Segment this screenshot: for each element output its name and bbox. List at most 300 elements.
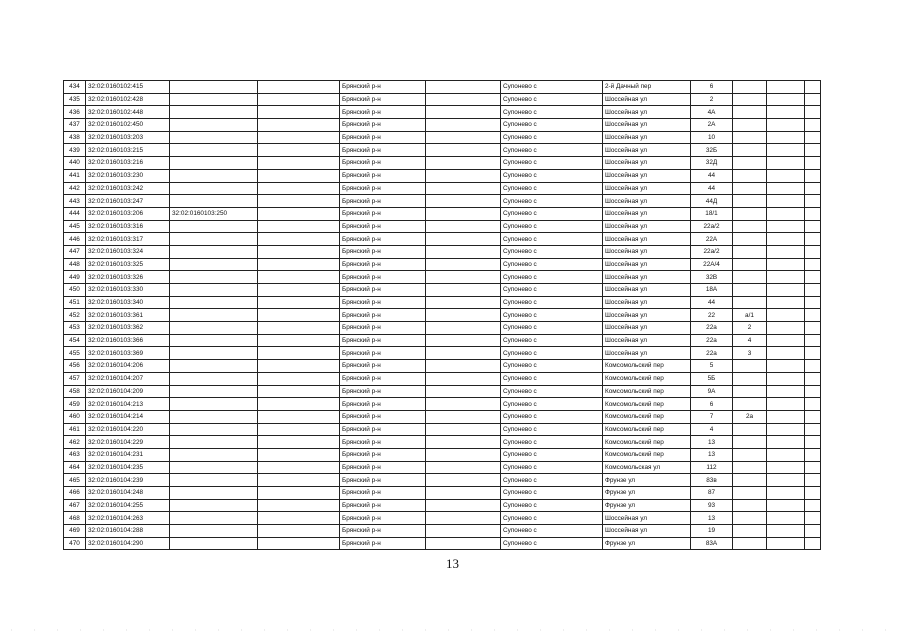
extra-cell <box>767 487 805 500</box>
tail-cell <box>805 334 821 347</box>
tail-cell <box>805 360 821 373</box>
district: Брянский р-н <box>340 537 426 550</box>
street: Шоссейная ул <box>603 271 691 284</box>
locality: Супонево с <box>501 195 603 208</box>
cadastral-number-2 <box>170 309 258 322</box>
empty-cell <box>426 93 501 106</box>
cadastral-number-2 <box>170 106 258 119</box>
locality: Супонево с <box>501 537 603 550</box>
empty-cell <box>258 81 340 94</box>
house-number: 32В <box>691 271 733 284</box>
district: Брянский р-н <box>340 245 426 258</box>
empty-cell <box>258 461 340 474</box>
empty-cell <box>426 385 501 398</box>
cadastral-number: 32:02:0160102:415 <box>86 81 170 94</box>
district: Брянский р-н <box>340 474 426 487</box>
table-row <box>64 309 821 322</box>
street: Шоссейная ул <box>603 296 691 309</box>
empty-cell <box>258 512 340 525</box>
cadastral-number: 32:02:0160103:215 <box>86 144 170 157</box>
building-part <box>733 296 767 309</box>
tail-cell <box>805 385 821 398</box>
tail-cell <box>805 537 821 550</box>
street: Шоссейная ул <box>603 157 691 170</box>
building-part <box>733 537 767 550</box>
cadastral-number: 32:02:0160103:203 <box>86 131 170 144</box>
empty-cell <box>426 436 501 449</box>
extra-cell <box>767 195 805 208</box>
extra-cell <box>767 81 805 94</box>
empty-cell <box>426 461 501 474</box>
row-number: 451 <box>64 296 86 309</box>
cadastral-number: 32:02:0160104:220 <box>86 423 170 436</box>
extra-cell <box>767 461 805 474</box>
building-part <box>733 499 767 512</box>
building-part <box>733 448 767 461</box>
cadastral-number-2 <box>170 169 258 182</box>
cadastral-number: 32:02:0160103:324 <box>86 245 170 258</box>
tail-cell <box>805 436 821 449</box>
street: Шоссейная ул <box>603 334 691 347</box>
tail-cell <box>805 284 821 297</box>
district: Брянский р-н <box>340 512 426 525</box>
table-row <box>64 448 821 461</box>
house-number: 22А/4 <box>691 258 733 271</box>
locality: Супонево с <box>501 398 603 411</box>
cadastral-number-2 <box>170 360 258 373</box>
locality: Супонево с <box>501 144 603 157</box>
house-number: 112 <box>691 461 733 474</box>
empty-cell <box>426 245 501 258</box>
tail-cell <box>805 461 821 474</box>
house-number: 6 <box>691 398 733 411</box>
extra-cell <box>767 157 805 170</box>
cadastral-number: 32:02:0160103:247 <box>86 195 170 208</box>
cadastral-number-2 <box>170 461 258 474</box>
row-number: 438 <box>64 131 86 144</box>
table-row <box>64 322 821 335</box>
empty-cell <box>426 372 501 385</box>
cadastral-number: 32:02:0160104:213 <box>86 398 170 411</box>
building-part <box>733 207 767 220</box>
empty-cell <box>426 474 501 487</box>
building-part <box>733 233 767 246</box>
cadastral-number: 32:02:0160104:288 <box>86 525 170 538</box>
district: Брянский р-н <box>340 398 426 411</box>
street: Комсомольский пер <box>603 448 691 461</box>
building-part: 2а <box>733 410 767 423</box>
empty-cell <box>426 144 501 157</box>
cadastral-number-2 <box>170 334 258 347</box>
house-number: 44 <box>691 296 733 309</box>
cadastral-number-2 <box>170 347 258 360</box>
row-number: 453 <box>64 322 86 335</box>
district: Брянский р-н <box>340 81 426 94</box>
house-number: 10 <box>691 131 733 144</box>
street: Шоссейная ул <box>603 258 691 271</box>
locality: Супонево с <box>501 309 603 322</box>
empty-cell <box>426 258 501 271</box>
table-row <box>64 487 821 500</box>
cadastral-number-2 <box>170 284 258 297</box>
house-number: 18А <box>691 284 733 297</box>
row-number: 434 <box>64 81 86 94</box>
empty-cell <box>426 309 501 322</box>
table-row <box>64 195 821 208</box>
table-row <box>64 360 821 373</box>
row-number: 452 <box>64 309 86 322</box>
cadastral-number: 32:02:0160103:361 <box>86 309 170 322</box>
locality: Супонево с <box>501 436 603 449</box>
cadastral-number: 32:02:0160102:450 <box>86 119 170 132</box>
cadastral-number-2 <box>170 372 258 385</box>
extra-cell <box>767 245 805 258</box>
district: Брянский р-н <box>340 271 426 284</box>
district: Брянский р-н <box>340 131 426 144</box>
street: Шоссейная ул <box>603 207 691 220</box>
cadastral-register-table <box>63 80 821 550</box>
street: Фрунзе ул <box>603 474 691 487</box>
cadastral-number: 32:02:0160103:242 <box>86 182 170 195</box>
empty-cell <box>426 195 501 208</box>
building-part: 3 <box>733 347 767 360</box>
tail-cell <box>805 487 821 500</box>
street: Шоссейная ул <box>603 233 691 246</box>
empty-cell <box>258 372 340 385</box>
tail-cell <box>805 220 821 233</box>
extra-cell <box>767 474 805 487</box>
cadastral-number: 32:02:0160104:206 <box>86 360 170 373</box>
house-number: 44 <box>691 182 733 195</box>
scan-noise <box>0 628 905 632</box>
building-part <box>733 525 767 538</box>
empty-cell <box>426 169 501 182</box>
cadastral-number-2 <box>170 271 258 284</box>
building-part <box>733 385 767 398</box>
row-number: 461 <box>64 423 86 436</box>
locality: Супонево с <box>501 119 603 132</box>
building-part <box>733 106 767 119</box>
empty-cell <box>426 284 501 297</box>
empty-cell <box>258 347 340 360</box>
district: Брянский р-н <box>340 423 426 436</box>
table-row <box>64 233 821 246</box>
street: Шоссейная ул <box>603 144 691 157</box>
row-number: 440 <box>64 157 86 170</box>
cadastral-number: 32:02:0160104:239 <box>86 474 170 487</box>
street: Комсомольский пер <box>603 360 691 373</box>
street: Шоссейная ул <box>603 169 691 182</box>
tail-cell <box>805 233 821 246</box>
locality: Супонево с <box>501 258 603 271</box>
cadastral-number: 32:02:0160104:231 <box>86 448 170 461</box>
district: Брянский р-н <box>340 220 426 233</box>
row-number: 465 <box>64 474 86 487</box>
locality: Супонево с <box>501 220 603 233</box>
cadastral-number-2 <box>170 144 258 157</box>
empty-cell <box>426 81 501 94</box>
cadastral-number-2 <box>170 245 258 258</box>
cadastral-number: 32:02:0160103:362 <box>86 322 170 335</box>
table-row <box>64 423 821 436</box>
street: Комсомольская ул <box>603 461 691 474</box>
locality: Супонево с <box>501 296 603 309</box>
street: Фрунзе ул <box>603 537 691 550</box>
cadastral-number-2 <box>170 233 258 246</box>
building-part: 4 <box>733 334 767 347</box>
cadastral-number: 32:02:0160103:325 <box>86 258 170 271</box>
table-row <box>64 410 821 423</box>
street: Шоссейная ул <box>603 106 691 119</box>
table-body <box>64 81 821 550</box>
tail-cell <box>805 398 821 411</box>
page-number: 13 <box>446 556 459 571</box>
table-row <box>64 106 821 119</box>
street: Комсомольский пер <box>603 436 691 449</box>
tail-cell <box>805 169 821 182</box>
empty-cell <box>426 423 501 436</box>
cadastral-number: 32:02:0160104:214 <box>86 410 170 423</box>
empty-cell <box>258 499 340 512</box>
district: Брянский р-н <box>340 195 426 208</box>
district: Брянский р-н <box>340 144 426 157</box>
cadastral-number: 32:02:0160103:230 <box>86 169 170 182</box>
table-row <box>64 334 821 347</box>
table-row <box>64 169 821 182</box>
building-part: 2 <box>733 322 767 335</box>
house-number: 22а/2 <box>691 220 733 233</box>
empty-cell <box>258 144 340 157</box>
house-number: 22А <box>691 233 733 246</box>
locality: Супонево с <box>501 423 603 436</box>
extra-cell <box>767 131 805 144</box>
empty-cell <box>258 360 340 373</box>
tail-cell <box>805 119 821 132</box>
cadastral-number-2 <box>170 93 258 106</box>
cadastral-number-2 <box>170 322 258 335</box>
street: Фрунзе ул <box>603 487 691 500</box>
empty-cell <box>426 182 501 195</box>
cadastral-number: 32:02:0160103:340 <box>86 296 170 309</box>
empty-cell <box>426 131 501 144</box>
row-number: 466 <box>64 487 86 500</box>
row-number: 437 <box>64 119 86 132</box>
row-number: 441 <box>64 169 86 182</box>
extra-cell <box>767 233 805 246</box>
cadastral-number: 32:02:0160104:209 <box>86 385 170 398</box>
row-number: 458 <box>64 385 86 398</box>
table-row <box>64 207 821 220</box>
house-number: 5 <box>691 360 733 373</box>
street: Комсомольский пер <box>603 410 691 423</box>
building-part <box>733 474 767 487</box>
row-number: 444 <box>64 207 86 220</box>
locality: Супонево с <box>501 360 603 373</box>
cadastral-number: 32:02:0160103:206 <box>86 207 170 220</box>
empty-cell <box>426 499 501 512</box>
building-part <box>733 423 767 436</box>
district: Брянский р-н <box>340 499 426 512</box>
extra-cell <box>767 144 805 157</box>
extra-cell <box>767 182 805 195</box>
tail-cell <box>805 106 821 119</box>
cadastral-number-2 <box>170 385 258 398</box>
tail-cell <box>805 448 821 461</box>
empty-cell <box>258 119 340 132</box>
extra-cell <box>767 512 805 525</box>
locality: Супонево с <box>501 245 603 258</box>
cadastral-number: 32:02:0160104:255 <box>86 499 170 512</box>
building-part <box>733 258 767 271</box>
tail-cell <box>805 372 821 385</box>
district: Брянский р-н <box>340 106 426 119</box>
empty-cell <box>426 220 501 233</box>
extra-cell <box>767 334 805 347</box>
extra-cell <box>767 258 805 271</box>
cadastral-number-2: 32:02:0160103:250 <box>170 207 258 220</box>
tail-cell <box>805 81 821 94</box>
extra-cell <box>767 423 805 436</box>
table-row <box>64 93 821 106</box>
tail-cell <box>805 258 821 271</box>
street: Шоссейная ул <box>603 512 691 525</box>
district: Брянский р-н <box>340 93 426 106</box>
row-number: 468 <box>64 512 86 525</box>
locality: Супонево с <box>501 322 603 335</box>
district: Брянский р-н <box>340 487 426 500</box>
table-row <box>64 157 821 170</box>
building-part <box>733 119 767 132</box>
building-part <box>733 81 767 94</box>
row-number: 460 <box>64 410 86 423</box>
row-number: 445 <box>64 220 86 233</box>
extra-cell <box>767 385 805 398</box>
cadastral-number-2 <box>170 537 258 550</box>
house-number: 5Б <box>691 372 733 385</box>
street: Шоссейная ул <box>603 309 691 322</box>
street: Комсомольский пер <box>603 398 691 411</box>
tail-cell <box>805 144 821 157</box>
empty-cell <box>426 410 501 423</box>
house-number: 13 <box>691 448 733 461</box>
street: Шоссейная ул <box>603 220 691 233</box>
empty-cell <box>426 525 501 538</box>
empty-cell <box>426 512 501 525</box>
row-number: 455 <box>64 347 86 360</box>
table-row <box>64 245 821 258</box>
house-number: 22а/2 <box>691 245 733 258</box>
tail-cell <box>805 322 821 335</box>
locality: Супонево с <box>501 410 603 423</box>
empty-cell <box>258 525 340 538</box>
street: Комсомольский пер <box>603 423 691 436</box>
cadastral-number: 32:02:0160103:369 <box>86 347 170 360</box>
district: Брянский р-н <box>340 182 426 195</box>
cadastral-number: 32:02:0160103:326 <box>86 271 170 284</box>
building-part <box>733 195 767 208</box>
row-number: 454 <box>64 334 86 347</box>
table-row <box>64 258 821 271</box>
row-number: 447 <box>64 245 86 258</box>
row-number: 450 <box>64 284 86 297</box>
empty-cell <box>426 207 501 220</box>
cadastral-number: 32:02:0160102:448 <box>86 106 170 119</box>
empty-cell <box>258 474 340 487</box>
extra-cell <box>767 537 805 550</box>
table-row <box>64 525 821 538</box>
empty-cell <box>258 245 340 258</box>
locality: Супонево с <box>501 207 603 220</box>
building-part <box>733 360 767 373</box>
locality: Супонево с <box>501 81 603 94</box>
cadastral-number: 32:02:0160103:216 <box>86 157 170 170</box>
tail-cell <box>805 93 821 106</box>
extra-cell <box>767 119 805 132</box>
row-number: 436 <box>64 106 86 119</box>
tail-cell <box>805 525 821 538</box>
district: Брянский р-н <box>340 448 426 461</box>
empty-cell <box>426 448 501 461</box>
cadastral-number-2 <box>170 525 258 538</box>
building-part <box>733 182 767 195</box>
locality: Супонево с <box>501 131 603 144</box>
empty-cell <box>258 487 340 500</box>
row-number: 463 <box>64 448 86 461</box>
empty-cell <box>426 271 501 284</box>
empty-cell <box>258 436 340 449</box>
extra-cell <box>767 169 805 182</box>
cadastral-number: 32:02:0160104:248 <box>86 487 170 500</box>
tail-cell <box>805 423 821 436</box>
table-row <box>64 385 821 398</box>
extra-cell <box>767 410 805 423</box>
street: Шоссейная ул <box>603 131 691 144</box>
extra-cell <box>767 207 805 220</box>
row-number: 439 <box>64 144 86 157</box>
tail-cell <box>805 499 821 512</box>
row-number: 462 <box>64 436 86 449</box>
row-number: 435 <box>64 93 86 106</box>
cadastral-number: 32:02:0160103:316 <box>86 220 170 233</box>
locality: Супонево с <box>501 385 603 398</box>
house-number: 44 <box>691 169 733 182</box>
empty-cell <box>426 157 501 170</box>
empty-cell <box>258 537 340 550</box>
street: Шоссейная ул <box>603 93 691 106</box>
house-number: 32Д <box>691 157 733 170</box>
extra-cell <box>767 93 805 106</box>
building-part <box>733 487 767 500</box>
street: Шоссейная ул <box>603 347 691 360</box>
table-row <box>64 499 821 512</box>
tail-cell <box>805 157 821 170</box>
building-part <box>733 372 767 385</box>
tail-cell <box>805 512 821 525</box>
house-number: 4 <box>691 423 733 436</box>
cadastral-number: 32:02:0160102:428 <box>86 93 170 106</box>
house-number: 7 <box>691 410 733 423</box>
extra-cell <box>767 436 805 449</box>
cadastral-number-2 <box>170 448 258 461</box>
district: Брянский р-н <box>340 233 426 246</box>
cadastral-number-2 <box>170 258 258 271</box>
house-number: 44Д <box>691 195 733 208</box>
cadastral-number: 32:02:0160104:235 <box>86 461 170 474</box>
street: Шоссейная ул <box>603 182 691 195</box>
extra-cell <box>767 271 805 284</box>
house-number: 2А <box>691 119 733 132</box>
locality: Супонево с <box>501 233 603 246</box>
